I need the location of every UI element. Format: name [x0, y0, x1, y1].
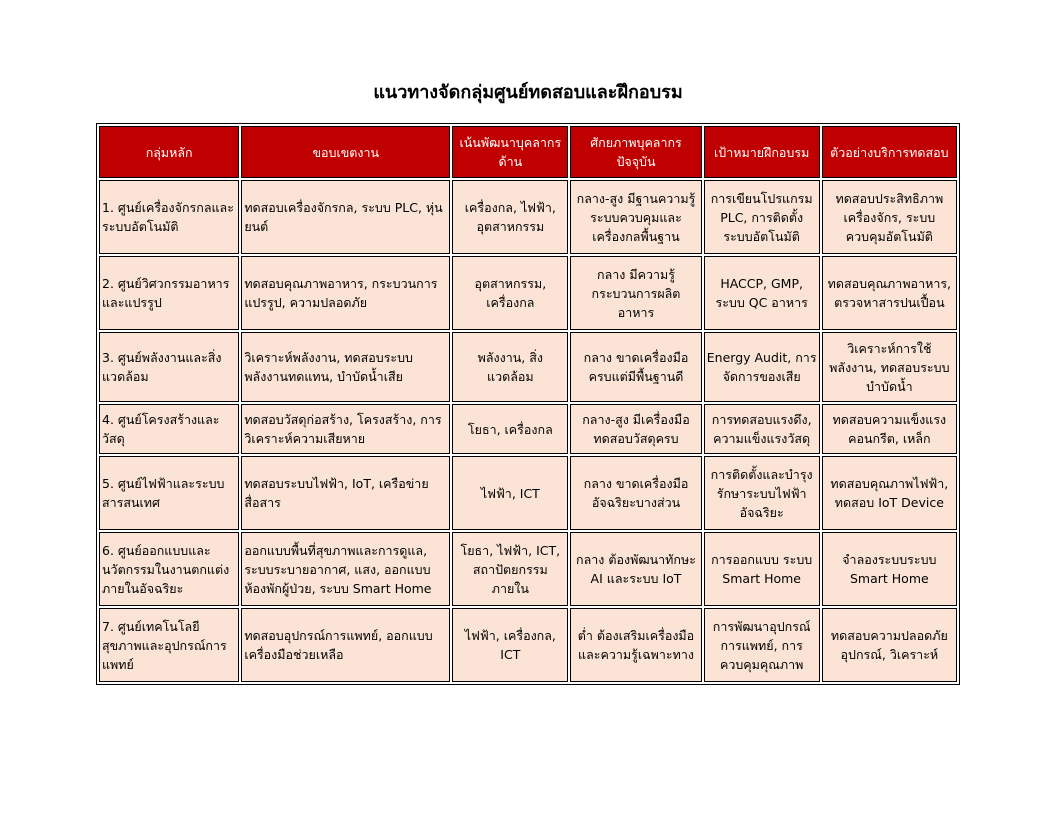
table-cell-test-service-example: ทดสอบคุณภาพไฟฟ้า, ทดสอบ IoT Device — [822, 456, 957, 530]
table-row — [99, 608, 957, 682]
table-cell-current-capability: กลาง ขาดเครื่องมือครบแต่มีพื้นฐานดี — [570, 332, 701, 402]
column-header-scope: ขอบเขตงาน — [241, 126, 450, 178]
table-cell-personnel-focus: พลังงาน, สิ่งแวดล้อม — [452, 332, 568, 402]
table-cell-test-service-example: ทดสอบความปลอดภัยอุปกรณ์, วิเคราะห์ — [822, 608, 957, 682]
table-cell-test-service-example: ทดสอบประสิทธิภาพเครื่องจักร, ระบบควบคุมอัตโนมัติ — [822, 180, 957, 254]
center-grouping-table — [96, 123, 960, 685]
column-header-personnel-focus: เน้นพัฒนาบุคลากรด้าน — [452, 126, 568, 178]
table-cell-personnel-focus: โยธา, เครื่องกล — [452, 404, 568, 454]
table-cell-training-goal: การทดสอบแรงดึง, ความแข็งแรงวัสดุ — [704, 404, 820, 454]
table-row — [99, 404, 957, 454]
table-cell-scope: ทดสอบระบบไฟฟ้า, IoT, เครือข่ายสื่อสาร — [241, 456, 450, 530]
table-cell-main-group: 3. ศูนย์พลังงานและสิ่งแวดล้อม — [99, 332, 239, 402]
table-row — [99, 456, 957, 530]
table-cell-training-goal: HACCP, GMP, ระบบ QC อาหาร — [704, 256, 820, 330]
table-cell-scope: วิเคราะห์พลังงาน, ทดสอบระบบพลังงานทดแทน, บำบัดน้ำเสีย — [241, 332, 450, 402]
table-cell-personnel-focus: ไฟฟ้า, ICT — [452, 456, 568, 530]
column-header-training-goal: เป้าหมายฝึกอบรม — [704, 126, 820, 178]
table-row — [99, 332, 957, 402]
table-cell-current-capability: ต่ำ ต้องเสริมเครื่องมือและความรู้เฉพาะทาง — [570, 608, 701, 682]
column-header-main-group: กลุ่มหลัก — [99, 126, 239, 178]
table-cell-training-goal: การออกแบบ ระบบ Smart Home — [704, 532, 820, 606]
table-cell-main-group: 6. ศูนย์ออกแบบและนวัตกรรมในงานตกแต่งภายในอัจฉริยะ — [99, 532, 239, 606]
table-cell-training-goal: การพัฒนาอุปกรณ์การแพทย์, การควบคุมคุณภาพ — [704, 608, 820, 682]
table-cell-training-goal: Energy Audit, การจัดการของเสีย — [704, 332, 820, 402]
table-header-row — [99, 126, 957, 178]
table-row — [99, 532, 957, 606]
table-cell-personnel-focus: เครื่องกล, ไฟฟ้า, อุตสาหกรรม — [452, 180, 568, 254]
table-cell-test-service-example: จำลองระบบระบบ Smart Home — [822, 532, 957, 606]
column-header-test-service-example: ตัวอย่างบริการทดสอบ — [822, 126, 957, 178]
table-cell-main-group: 4. ศูนย์โครงสร้างและวัสดุ — [99, 404, 239, 454]
page-title: แนวทางจัดกลุ่มศูนย์ทดสอบและฝึกอบรม — [373, 82, 683, 103]
table-cell-scope: ออกแบบพื้นที่สุขภาพและการดูแล, ระบบระบายอากาศ, แสง, ออกแบบห้องพักผู้ป่วย, ระบบ Smart Home — [241, 532, 450, 606]
table-cell-current-capability: กลาง ขาดเครื่องมืออัจฉริยะบางส่วน — [570, 456, 701, 530]
table-cell-main-group: 7. ศูนย์เทคโนโลยีสุขภาพและอุปกรณ์การแพทย์ — [99, 608, 239, 682]
table-cell-scope: ทดสอบเครื่องจักรกล, ระบบ PLC, หุ่นยนต์ — [241, 180, 450, 254]
table-row — [99, 256, 957, 330]
table-cell-test-service-example: ทดสอบความแข็งแรงคอนกรีต, เหล็ก — [822, 404, 957, 454]
table-cell-test-service-example: วิเคราะห์การใช้พลังงาน, ทดสอบระบบบำบัดน้ำ — [822, 332, 957, 402]
table-cell-current-capability: กลาง ต้องพัฒนาทักษะ AI และระบบ IoT — [570, 532, 701, 606]
table-cell-current-capability: กลาง-สูง มีฐานความรู้ระบบควบคุมและเครื่องกลพื้นฐาน — [570, 180, 701, 254]
column-header-current-capability: ศักยภาพบุคลากรปัจจุบัน — [570, 126, 701, 178]
table-cell-scope: ทดสอบอุปกรณ์การแพทย์, ออกแบบเครื่องมือช่วยเหลือ — [241, 608, 450, 682]
table-row — [99, 180, 957, 254]
table-cell-main-group: 1. ศูนย์เครื่องจักรกลและระบบอัตโนมัติ — [99, 180, 239, 254]
table-container — [96, 123, 960, 685]
table-cell-test-service-example: ทดสอบคุณภาพอาหาร, ตรวจหาสารปนเปื้อน — [822, 256, 957, 330]
table-cell-main-group: 2. ศูนย์วิศวกรรมอาหารและแปรรูป — [99, 256, 239, 330]
table-cell-scope: ทดสอบคุณภาพอาหาร, กระบวนการแปรรูป, ความปลอดภัย — [241, 256, 450, 330]
table-cell-main-group: 5. ศูนย์ไฟฟ้าและระบบสารสนเทศ — [99, 456, 239, 530]
table-cell-training-goal: การติดตั้งและบำรุงรักษาระบบไฟฟ้าอัจฉริยะ — [704, 456, 820, 530]
table-cell-personnel-focus: โยธา, ไฟฟ้า, ICT, สถาปัตยกรรมภายใน — [452, 532, 568, 606]
table-cell-training-goal: การเขียนโปรแกรม PLC, การติดตั้งระบบอัตโนมัติ — [704, 180, 820, 254]
table-cell-personnel-focus: ไฟฟ้า, เครื่องกล, ICT — [452, 608, 568, 682]
table-cell-personnel-focus: อุตสาหกรรม, เครื่องกล — [452, 256, 568, 330]
table-cell-scope: ทดสอบวัสดุก่อสร้าง, โครงสร้าง, การวิเคราะห์ความเสียหาย — [241, 404, 450, 454]
table-cell-current-capability: กลาง มีความรู้กระบวนการผลิตอาหาร — [570, 256, 701, 330]
table-cell-current-capability: กลาง-สูง มีเครื่องมือทดสอบวัสดุครบ — [570, 404, 701, 454]
